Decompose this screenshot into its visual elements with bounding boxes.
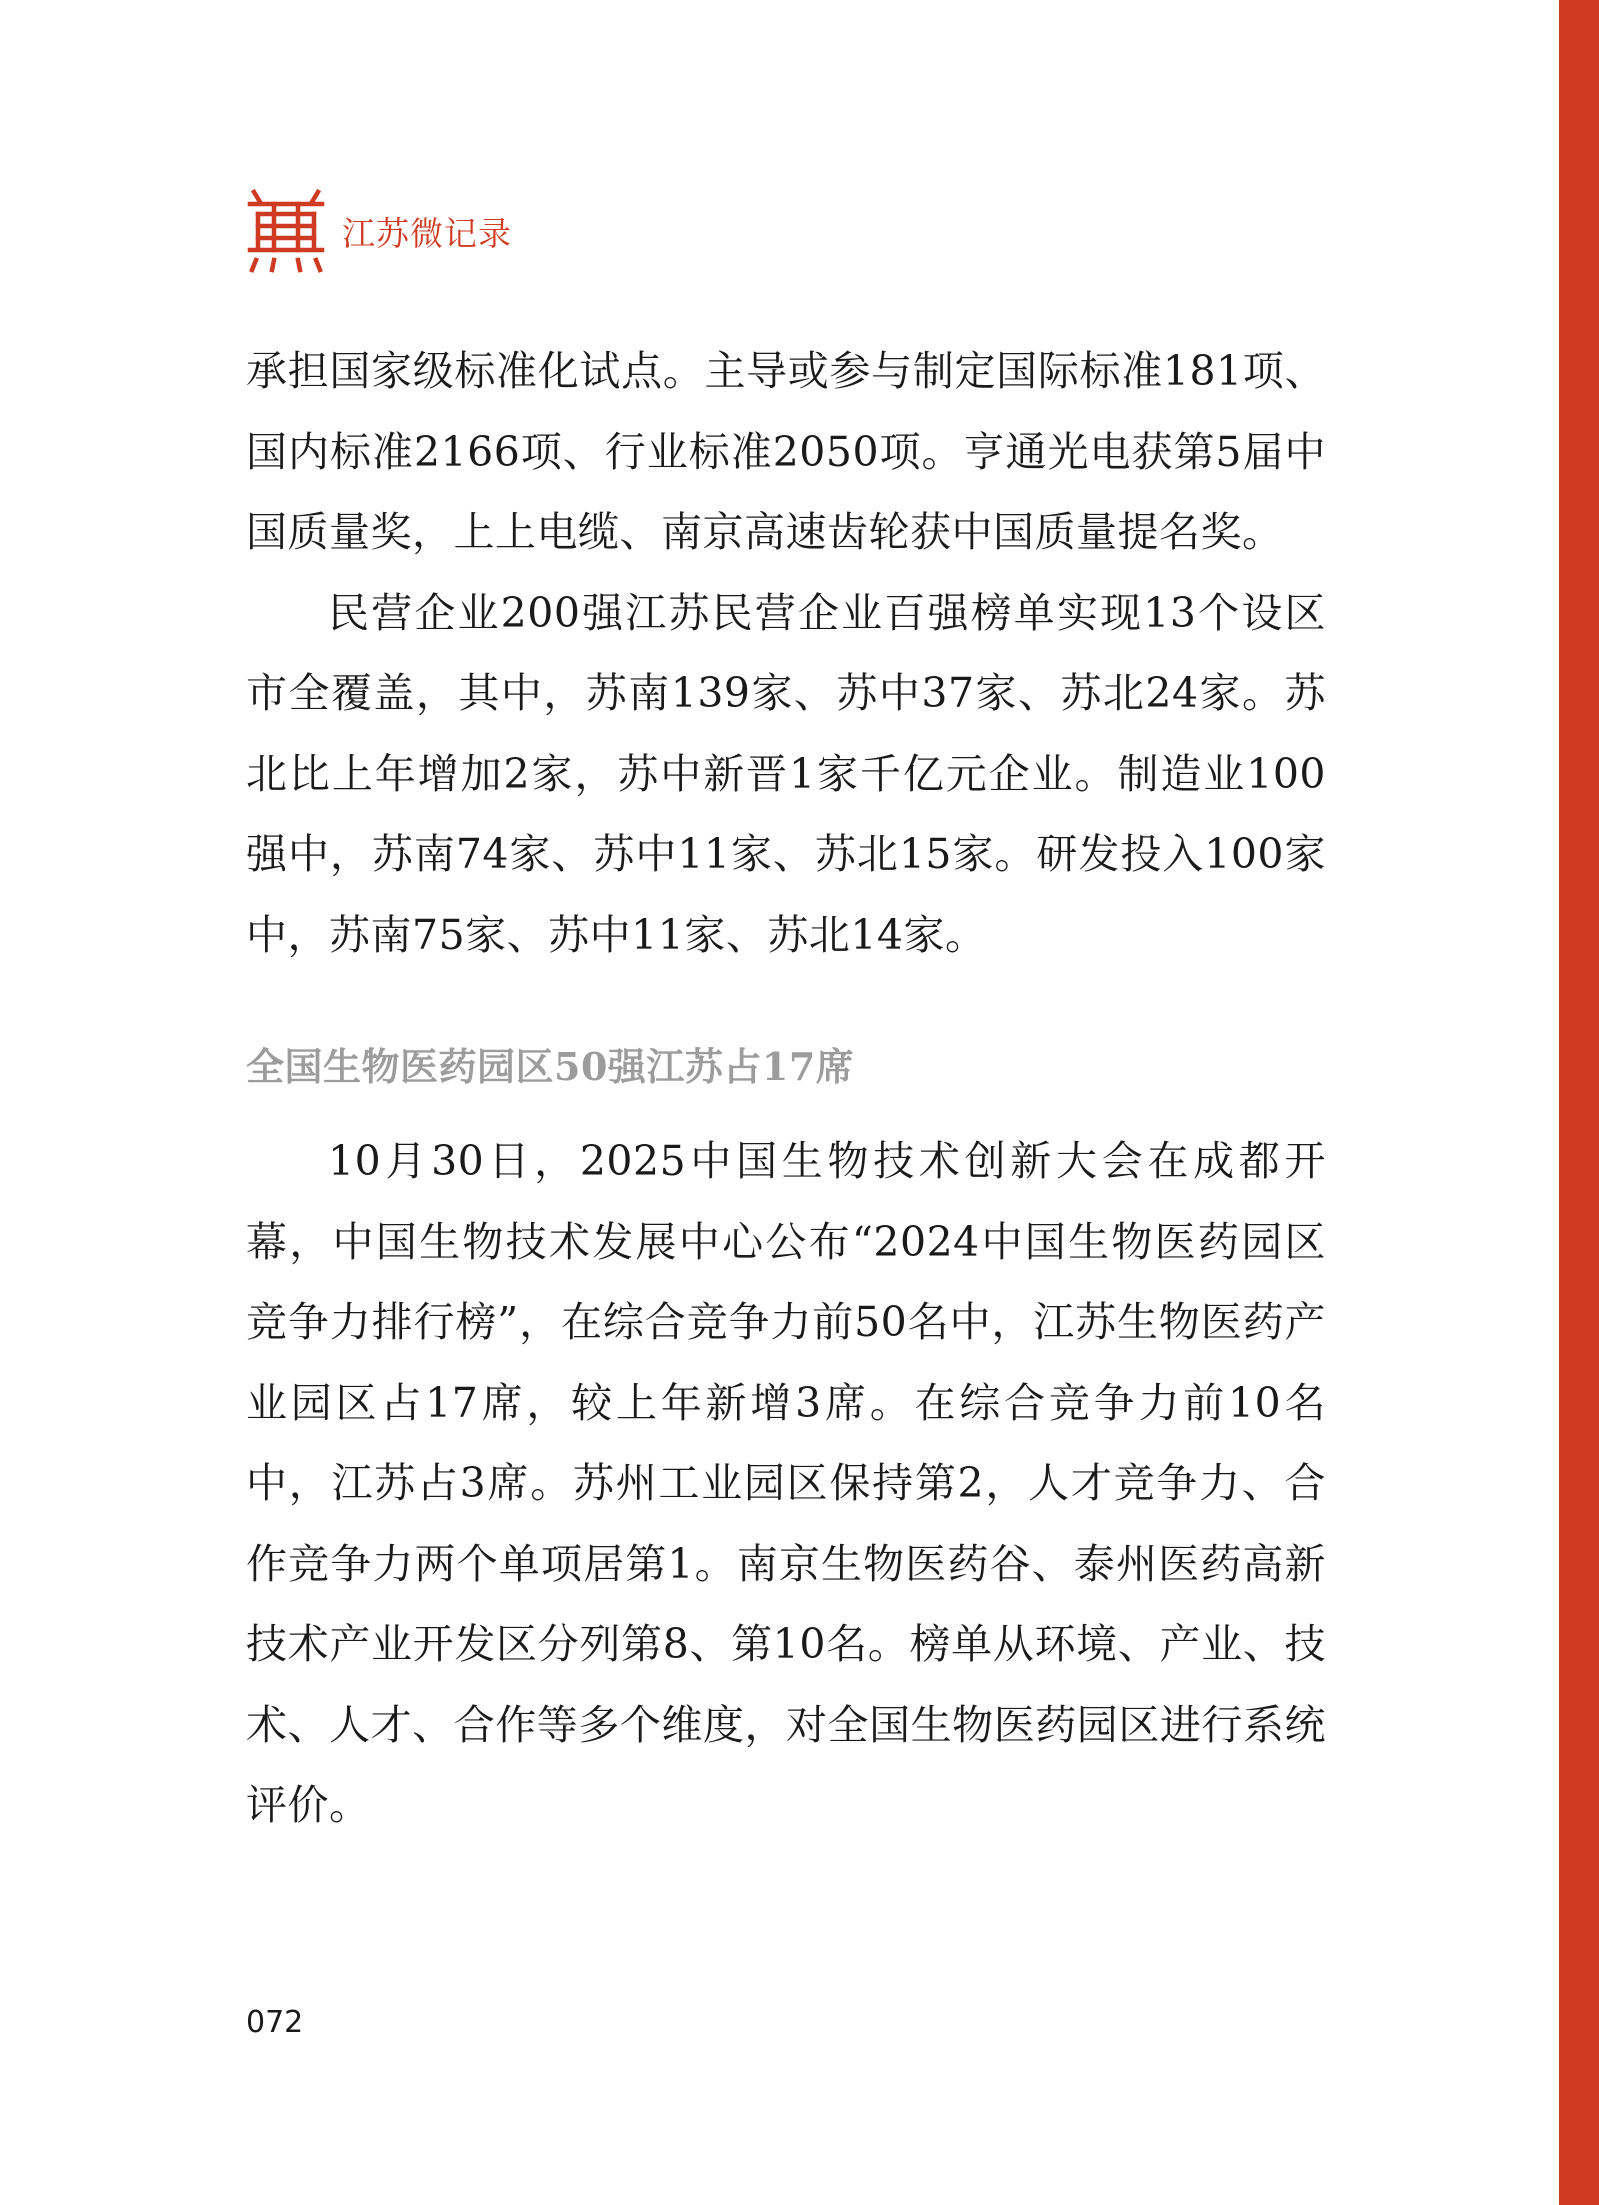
- body-paragraph-2: 民营企业200强江苏民营企业百强榜单实现13个设区市全覆盖，其中，苏南139家、苏中37家、苏北24家。苏北比上年增加2家，苏中新晋1家千亿元企业。制造业100强中，苏南74家、苏中11家、苏北15家。研发投入100家中，苏南75家、苏中11家、苏北14家。: [246, 588, 1326, 959]
- body-paragraph-1: 承担国家级标准化试点。主导或参与制定国际标准181项、国内标准2166项、行业标准2050项。亨通光电获第5届中国质量奖，上上电缆、南京高速齿轮获中国质量提名奖。: [246, 347, 1326, 556]
- body-paragraph-3: 10月30日，2025中国生物技术创新大会在成都开幕，中国生物技术发展中心公布“2024中国生物医药园区竞争力排行榜”，在综合竞争力前50名中，江苏生物医药产业园区占17席，较上年新增3席。在综合竞争力前10名中，江苏占3席。苏州工业园区保持第2，人才竞争力、合作竞争力两个单项居第1。南京生物医药谷、泰州医药高新技术产业开发区分列第8、第10名。榜单从环境、产业、技术、人才、合作等多个维度，对全国生物医药园区进行系统评价。: [246, 1137, 1326, 1829]
- page-number: 072: [246, 2005, 304, 2040]
- section-heading: 全国生物医药园区50强江苏占17席: [246, 1044, 855, 1089]
- jiangsu-seal-logo-icon: [246, 188, 326, 274]
- book-series-title: 江苏微记录: [342, 213, 512, 253]
- page-header: [246, 186, 512, 276]
- edge-color-bar: [1559, 0, 1599, 2205]
- page-body: [246, 331, 1326, 1846]
